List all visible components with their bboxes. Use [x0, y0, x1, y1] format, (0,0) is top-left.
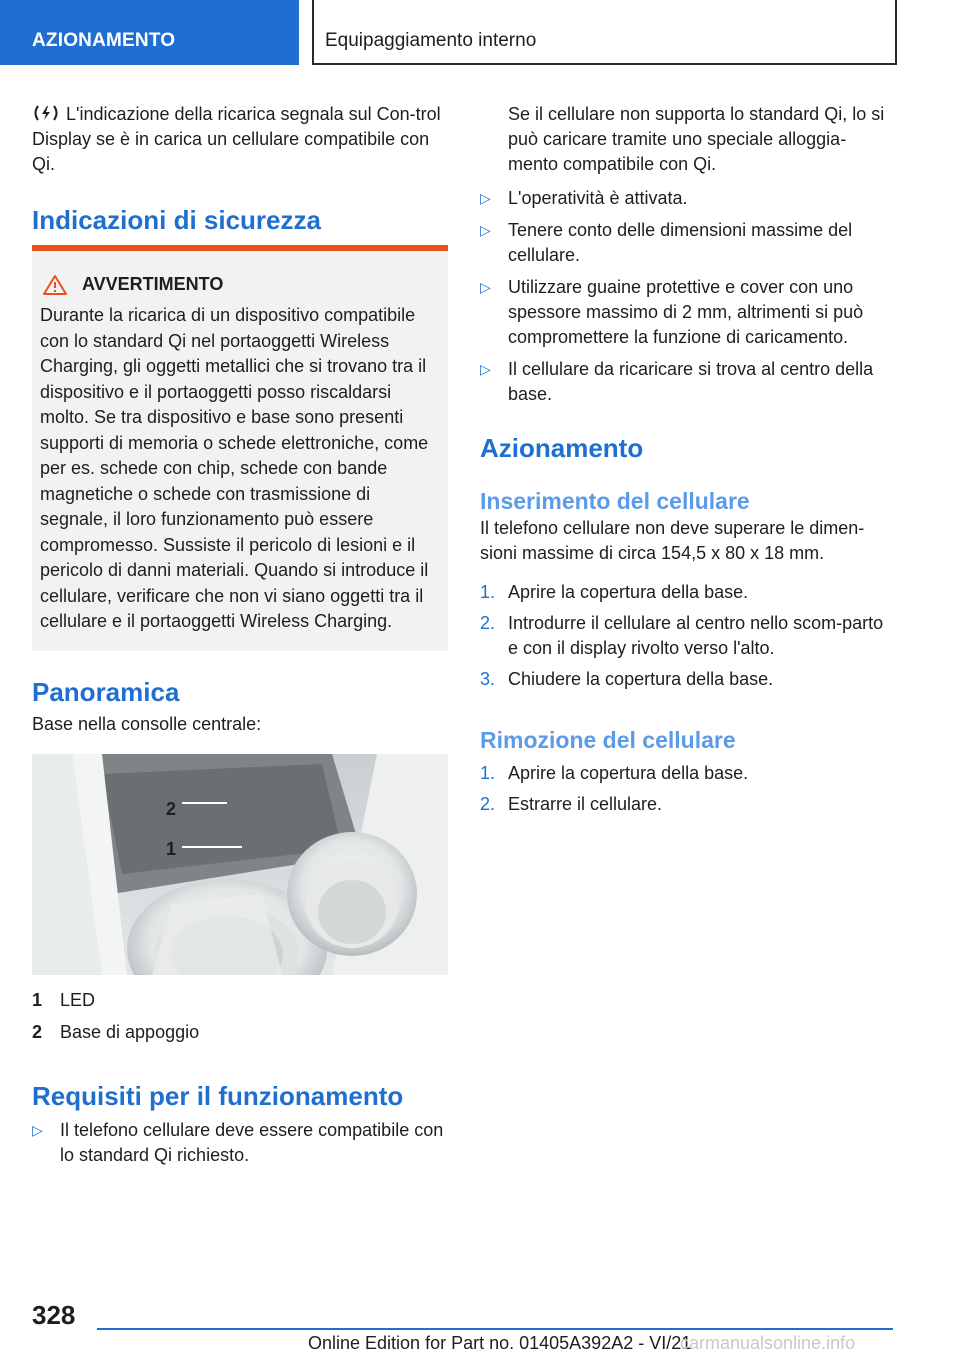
edition-text: Online Edition for Part no. 01405A392A2 - VI/21: [308, 1333, 692, 1353]
legend-label: LED: [60, 990, 96, 1010]
step-item: 2. Estrarre il cellulare.: [480, 792, 892, 817]
overview-heading: Panoramica: [32, 677, 180, 707]
step-number: 1.: [480, 763, 496, 783]
step-item: 3. Chiudere la copertura della base.: [480, 667, 892, 692]
intro-paragraph: [32, 102, 448, 177]
legend-item: [32, 988, 448, 1013]
bullet-triangle-icon: ▷: [480, 279, 491, 295]
requirements-list-continued: [480, 186, 892, 407]
chapter-tab: [312, 0, 897, 65]
step-item: 2. Introdurre il cellulare al centro nello scom-parto e con il display rivolto verso l'alto.: [480, 613, 884, 658]
list-item: ▷ L'operatività è attivata.: [480, 186, 892, 211]
console-illustration: [32, 754, 448, 975]
warning-title-row: [40, 273, 440, 297]
section-tab: [0, 0, 299, 65]
list-item: ▷ Il telefono cellulare deve essere compatibile con lo standard Qi richiesto.: [32, 1120, 444, 1165]
warning-title: AVVERTIMENTO: [82, 274, 224, 295]
insert-steps: [480, 580, 892, 692]
overview-caption: Base nella consolle centrale:: [32, 714, 262, 734]
console-photo: [32, 754, 448, 975]
step-number: 3.: [480, 669, 496, 689]
bullet-triangle-icon: ▷: [480, 190, 491, 206]
step-number: 2.: [480, 613, 496, 633]
footer-divider: [97, 1328, 893, 1330]
step-number: 1.: [480, 582, 496, 602]
insert-heading: Inserimento del cellulare: [480, 488, 750, 514]
legend-label: Base di appoggio: [60, 1022, 200, 1042]
bullet-triangle-icon: ▷: [32, 1122, 43, 1138]
operation-heading: Azionamento: [480, 433, 644, 463]
warning-box: [32, 245, 448, 651]
requirements-heading: Requisiti per il funzionamento: [32, 1081, 404, 1111]
callout-2: 2: [166, 799, 177, 819]
intro-text: L'indicazione della ricarica segnala sul Con-trol Display se è in carica un cellulare compatibile con Qi.: [32, 104, 441, 174]
callout-1: 1: [166, 839, 177, 859]
remove-steps: [480, 761, 892, 817]
list-item: ▷ Il cellulare da ricaricare si trova al centro della base.: [480, 359, 874, 404]
watermark: carmanualsonline.info: [680, 1333, 856, 1353]
warning-text: Durante la ricarica di un dispositivo compatibile con lo standard Qi nel portaoggetti Wireless Charging, gli oggetti metallici che si trovano tra il dispositivo e il portaoggetti posso riscaldarsi molto. Se tra dispositivo e base sono presenti supporti di memoria o schede elettroniche, come per es. schede con chip, schede con bande magnetiche o schede con trasmissione di segnale, il loro funzionamento può essere compromesso. Sussiste il pericolo di lesioni e il pericolo di danni materiali. Quando si introduce il cellulare, verificare che non vi siano oggetti tra il cellulare e il portaoggetti Wireless Charging.: [40, 305, 429, 631]
legend-item: [32, 1020, 448, 1045]
legend-number: 2: [32, 1022, 43, 1042]
step-number: 2.: [480, 794, 496, 814]
insert-text: Il telefono cellulare non deve superare le dimen-sioni massime di circa 154,5 x 80 x 18 mm.: [480, 518, 865, 563]
continuation-note: Se il cellulare non supporta lo standard Qi, lo si può caricare tramite uno speciale alloggia-mento compatibile con Qi.: [508, 104, 885, 174]
chapter-title: Equipaggiamento interno: [325, 30, 537, 51]
bullet-triangle-icon: ▷: [480, 222, 491, 238]
bullet-triangle-icon: ▷: [480, 361, 491, 377]
photo-legend: [32, 988, 448, 1045]
page-number: 328: [32, 1300, 76, 1330]
list-item: ▷ Tenere conto delle dimensioni massime del cellulare.: [480, 220, 853, 265]
remove-heading: Rimozione del cellulare: [480, 727, 736, 753]
step-item: 1. Aprire la copertura della base.: [480, 761, 892, 786]
section-title: AZIONAMENTO: [32, 30, 176, 51]
safety-heading: Indicazioni di sicurezza: [32, 205, 321, 235]
legend-number: 1: [32, 990, 43, 1010]
warning-triangle-icon: [42, 274, 68, 296]
wireless-charging-icon: [32, 103, 60, 123]
requirements-list: [32, 1118, 448, 1168]
step-item: 1. Aprire la copertura della base.: [480, 580, 892, 605]
list-item: ▷ Utilizzare guaine protettive e cover con uno spessore massimo di 2 mm, altrimenti si può compromettere la funzione di caricamento.: [480, 277, 864, 347]
